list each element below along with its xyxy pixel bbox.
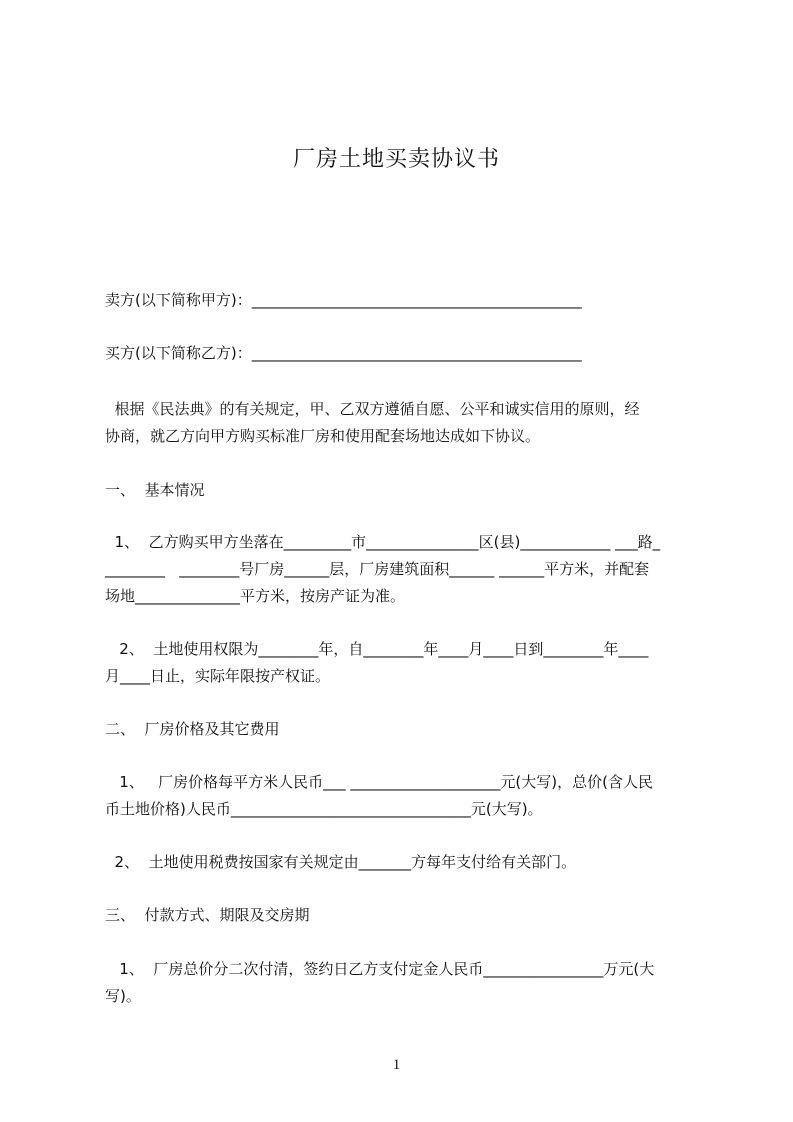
section-2-item-1-line-2: 币土地价格)人民币________________________________元(大写)。 [105, 800, 543, 818]
document-title: 厂房土地买卖协议书 [292, 147, 500, 172]
page-number: 1 [392, 1057, 401, 1073]
section-3-heading: 三、 付款方式、期限及交房期 [105, 906, 310, 924]
section-2-item-1-line-1: 1、 厂房价格每平方米人民币___ ____________________元(大写)，总价(含人民 [105, 773, 653, 791]
section-2-item-2: 2、 土地使用税费按国家有关规定由_______方每年支付给有关部门。 [105, 853, 577, 871]
section-2-heading: 二、 厂房价格及其它费用 [105, 720, 280, 738]
preamble-line-2: 协商，就乙方向甲方购买标准厂房和使用配套场地达成如下协议。 [105, 427, 541, 445]
section-1-item-1-line-3: 场地______________平方米，按房产证为准。 [105, 587, 406, 605]
section-3-item-1-line-1: 1、 厂房总价分二次付清，签约日乙方支付定金人民币________________万元(大 [105, 960, 655, 978]
seller-line: 卖方(以下简称甲方)：____________________________________________ [105, 291, 582, 309]
section-1-item-2-line-2: 月____日止，实际年限按产权证。 [105, 667, 331, 685]
section-1-item-1-line-2: ________ ________号厂房______层，厂房建筑面积______ ______平方米，并配套 [105, 560, 650, 578]
section-1-item-2-line-1: 2、 土地使用权限为________年，自________年____月____日到________年____ [105, 640, 649, 658]
buyer-line: 买方(以下简称乙方)：____________________________________________ [105, 344, 582, 362]
section-1-item-1-line-1: 1、 乙方购买甲方坐落在_________市_______________区(县)____________ ___路_ [105, 533, 661, 551]
preamble-line-1: 根据《民法典》的有关规定，甲、乙双方遵循自愿、公平和诚实信用的原则，经 [105, 400, 640, 418]
section-1-heading: 一、 基本情况 [105, 481, 205, 499]
section-3-item-1-line-2: 写)。 [105, 987, 141, 1005]
